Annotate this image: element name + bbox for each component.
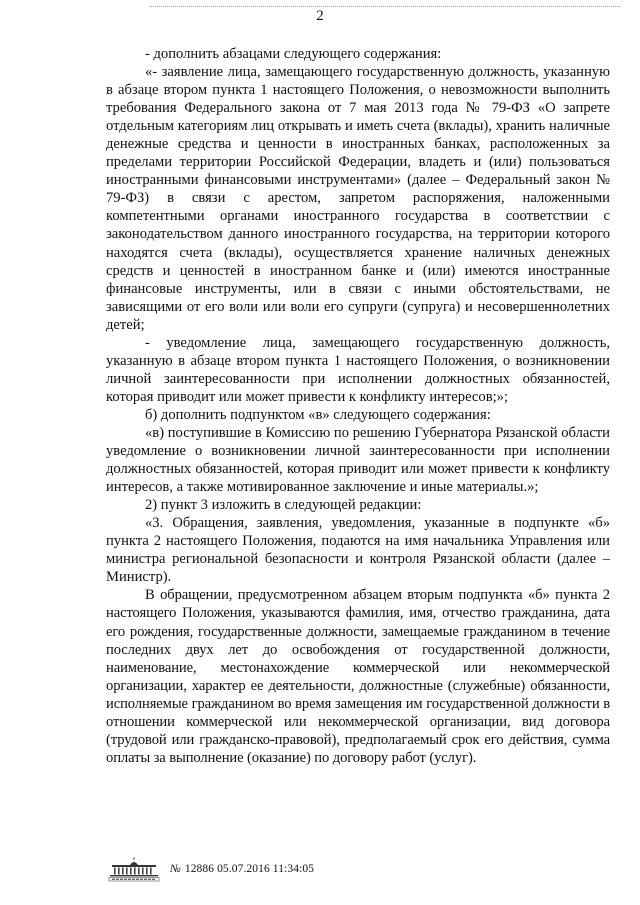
paragraph: - дополнить абзацами следующего содержания: [145,46,442,62]
number-sign: № [170,863,181,875]
paragraph: б) дополнить подпунктом «в» следующего содержания: [145,406,491,423]
government-building-logo-icon [106,856,162,882]
registration-number-timestamp: 12886 05.07.2016 11:34:05 [184,863,315,875]
paragraph: - уведомление лица, замещающего государственную должность, указанную в абзаце втором пункта 1 настоящего Положения, о возникновении личной заинтересованности при исполнении должностных обязанностей, которая приводит или может привести к конфликту интересов;»; [106,334,610,405]
paragraph: «- заявление лица, замещающего государственную должность, указанную в абзаце втором пункта 1 настоящего Положения, о невозможности выполнить требования Федерального закона от 7 мая 2013 года № 79-ФЗ «О запрете отдельным категориям лиц открывать и иметь счета (вклады), хранить наличные денежные средства и ценности в иностранных банках, расположенных за пределами территории Российской Федерации, владеть и (или) пользоваться иностранными финансовыми инструментами» (далее – Федеральный закон № 79-ФЗ) в связи с арестом, запретом распоряжения, наложенными компетентными органами иностранного государства в соответствии с законодательством данного иностранного государства, на территории которого находятся счета (вклады), осуществляется хранение наличных денежных средств и ценностей в иностранном банке и (или) имеются иностранные финансовые инструменты, или в связи с иными обстоятельствами, не зависящими от его воли или воли его супруги (супруга) и несовершеннолетних детей; [106,64,610,333]
page-number: 2 [316,8,324,24]
paragraph: В обращении, предусмотренном абзацем вторым подпункта «б» пункта 2 настоящего Положения, указываются фамилия, имя, отчество гражданина, дата его рождения, государственные должности, замещаемые гражданином в течение последних двух лет до освобождения от государственной должности, наименование, местонахождение коммерческой или некоммерческой организации, характер ее деятельности, должностные (служебные) обязанности, исполняемые гражданином во время замещения им государственной должности в отношении коммерческой или некоммерческой организации, вид договора (трудовой или гражданско-правовой), предполагаемый срок его действия, сумма оплаты за выполнение (оказание) по договору работ (услуг). [106,587,610,766]
paragraph: «3. Обращения, заявления, уведомления, указанные в подпункте «б» пункта 2 настоящего Положения, подаются на имя начальника Управления или министра региональной безопасности и контроля Рязанской области (далее – Министр). [106,515,610,586]
paragraph: 2) пункт 3 изложить в следующей редакции: [145,497,422,514]
document-body [106,45,610,767]
registration-footer [106,856,314,882]
paragraph: «в) поступившие в Комиссию по решению Губернатора Рязанской области уведомление о возникновении личной заинтересованности при исполнении должностных обязанностей, которая приводит или может привести к конфликту интересов, а также мотивированное заключение и иные материалы.»; [106,424,610,496]
